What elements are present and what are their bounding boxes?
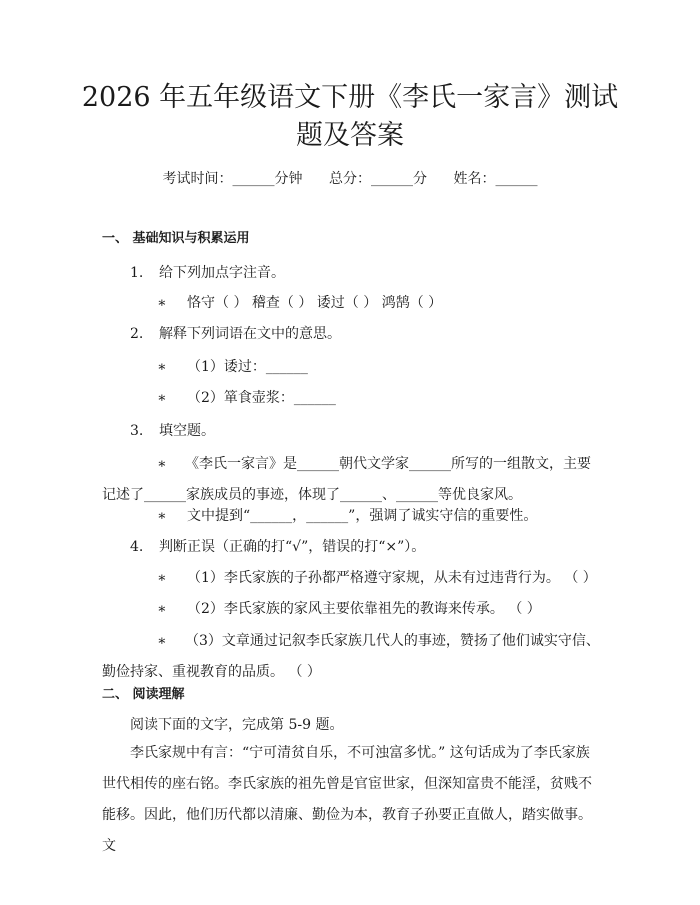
bullet: ∗ [157, 508, 167, 524]
question-number: 4. [130, 539, 144, 555]
item-text: 文中提到“______，______”，强调了诚实守信的重要性。 [187, 508, 538, 524]
question-4-item-3 [102, 626, 600, 688]
bullet: ∗ [157, 456, 167, 472]
question-number: 1. [130, 265, 144, 281]
section-heading: 一、 基础知识与积累运用 [102, 231, 250, 246]
item-text: 《李氏一家言》是______朝代文学家______所写的一组散文，主要记述了______家族成员的事迹，体现了______、______等优良家风。 [102, 456, 591, 503]
bullet: ∗ [157, 295, 167, 311]
item-text: （1）诿过：______ [187, 359, 308, 375]
page-title: 2026 年五年级语文下册《李氏一家言》测试 [81, 82, 619, 113]
page-title-continued: 题及答案 [296, 120, 404, 151]
question-3-item-2 [157, 505, 537, 527]
question-number: 3. [130, 423, 144, 439]
question-1-item [157, 292, 442, 314]
question-2-item-1 [157, 356, 308, 378]
question-4 [130, 536, 425, 558]
bullet: ∗ [157, 570, 167, 586]
item-text: （1）李氏家族的子孙都严格遵守家规，从未有过违背行为。 （ ） [187, 570, 597, 586]
question-3 [130, 420, 215, 442]
question-text: 解释下列词语在文中的意思。 [159, 326, 341, 342]
bullet: ∗ [157, 601, 167, 617]
exam-meta [0, 168, 700, 190]
question-number: 2. [130, 326, 144, 342]
question-2 [130, 323, 341, 345]
bullet: ∗ [157, 359, 167, 375]
item-text: （2）李氏家族的家风主要依靠祖先的教诲来传承。 （ ） [187, 601, 541, 617]
question-text: 判断正误（正确的打“√”，错误的打“×”）。 [159, 539, 426, 555]
exam-time-field: 考试时间：______分钟 [162, 171, 303, 187]
item-text: （3）文章通过记叙李氏家族几代人的事迹，赞扬了他们诚实守信、勤俭持家、重视教育的品质。 （ ） [102, 633, 600, 680]
question-1 [130, 262, 285, 284]
question-4-item-2 [157, 598, 541, 620]
section-heading: 二、 阅读理解 [102, 687, 185, 702]
bullet: ∗ [157, 633, 167, 649]
total-score-field: 总分：______分 [329, 171, 427, 187]
reading-passage: 李氏家规中有言：“宁可清贫自乐，不可浊富多忧。” 这句话成为了李氏家族世代相传的座右铭。李氏家族的祖先曾是官宦世家，但深知富贵不能淫，贫贱不能移。因此，他们历代都以清廉、勤俭为本，教育子孙要正直做人，踏实做事。文 [102, 745, 592, 854]
name-field: 姓名：______ [453, 171, 538, 187]
question-text: 给下列加点字注音。 [159, 265, 285, 281]
bullet: ∗ [157, 390, 167, 406]
item-text: （2）箪食壶浆：______ [187, 390, 336, 406]
item-text: 恪守（ ） 稽查（ ） 诿过（ ） 鸿鹄（ ） [187, 295, 443, 311]
question-4-item-1 [157, 567, 597, 589]
question-2-item-2 [157, 387, 336, 409]
question-3-item-1 [102, 449, 600, 511]
question-text: 填空题。 [159, 423, 215, 439]
reading-instructions: 阅读下面的文字，完成第 5-9 题。 [130, 717, 344, 733]
